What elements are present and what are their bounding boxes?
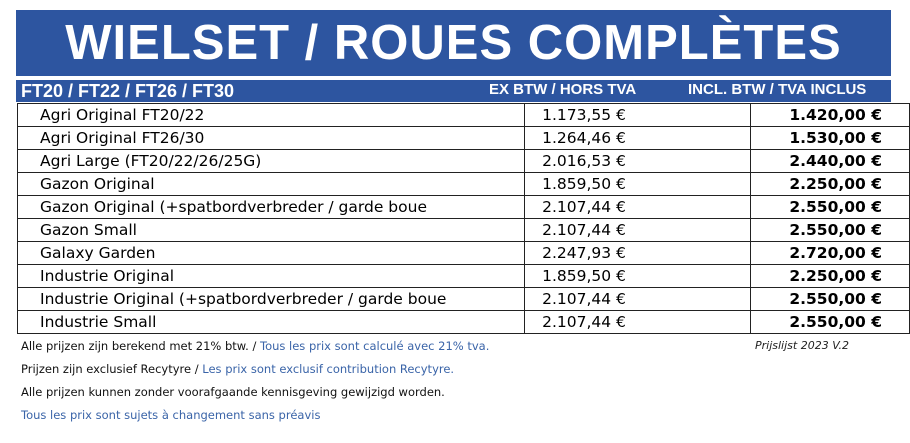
price-incl-vat-cell: 2.440,00 € — [751, 150, 910, 173]
table-row — [18, 242, 910, 265]
price-ex-vat-cell: 1.859,50 € — [525, 173, 751, 196]
price-ex-vat-cell: 2.247,93 € — [525, 242, 751, 265]
table-row — [18, 288, 910, 311]
price-ex-vat-cell: 2.107,44 € — [525, 288, 751, 311]
table-row — [18, 150, 910, 173]
table-header — [16, 80, 891, 102]
footer-vat-note-fr: Tous les prix sont calculé avec 21% tva. — [256, 339, 490, 353]
price-ex-vat-cell: 1.859,50 € — [525, 265, 751, 288]
price-incl-vat-cell: 2.550,00 € — [751, 311, 910, 334]
price-incl-vat-cell: 1.530,00 € — [751, 127, 910, 150]
incl-vat-header: INCL. BTW / TVA INCLUS — [688, 81, 867, 98]
footer-vat-note — [21, 339, 489, 353]
price-ex-vat-cell: 2.107,44 € — [525, 311, 751, 334]
price-incl-vat-cell: 2.720,00 € — [751, 242, 910, 265]
footer-change-note-nl: Alle prijzen kunnen zonder voorafgaande kennisgeving gewijzigd worden. — [21, 385, 445, 399]
product-name-cell: Industrie Original — [18, 265, 525, 288]
models-header: FT20 / FT22 / FT26 / FT30 — [21, 81, 235, 101]
product-name-cell: Agri Original FT20/22 — [18, 104, 525, 127]
ex-vat-header: EX BTW / HORS TVA — [489, 81, 637, 98]
price-incl-vat-cell: 2.550,00 € — [751, 288, 910, 311]
footer-recytyre-note-nl: Prijzen zijn exclusief Recytyre / — [21, 362, 199, 376]
price-incl-vat-cell: 2.550,00 € — [751, 219, 910, 242]
product-name-cell: Agri Large (FT20/22/26/25G) — [18, 150, 525, 173]
product-name-cell: Galaxy Garden — [18, 242, 525, 265]
table-row — [18, 173, 910, 196]
table-row — [18, 196, 910, 219]
price-incl-vat-cell: 2.250,00 € — [751, 173, 910, 196]
footer-recytyre-note-fr: Les prix sont exclusif contribution Recytyre. — [198, 362, 455, 376]
table-row — [18, 104, 910, 127]
product-name-cell: Industrie Original (+spatbordverbreder / garde boue — [18, 288, 525, 311]
product-name-cell: Agri Original FT26/30 — [18, 127, 525, 150]
footer-recytyre-note — [21, 362, 454, 376]
price-ex-vat-cell: 1.264,46 € — [525, 127, 751, 150]
footer-vat-note-nl: Alle prijzen zijn berekend met 21% btw. / — [21, 339, 257, 353]
price-ex-vat-cell: 2.016,53 € — [525, 150, 751, 173]
price-incl-vat-cell: 2.250,00 € — [751, 265, 910, 288]
product-name-cell: Gazon Original — [18, 173, 525, 196]
price-list-version: Prijslijst 2023 V.2 — [755, 339, 849, 352]
price-incl-vat-cell: 1.420,00 € — [751, 104, 910, 127]
footer-change-note-fr: Tous les prix sont sujets à changement sans préavis — [21, 408, 321, 422]
table-row — [18, 127, 910, 150]
price-ex-vat-cell: 2.107,44 € — [525, 196, 751, 219]
price-ex-vat-cell: 2.107,44 € — [525, 219, 751, 242]
price-table — [17, 103, 910, 334]
product-name-cell: Gazon Small — [18, 219, 525, 242]
price-incl-vat-cell: 2.550,00 € — [751, 196, 910, 219]
product-name-cell: Gazon Original (+spatbordverbreder / garde boue — [18, 196, 525, 219]
table-row — [18, 219, 910, 242]
product-name-cell: Industrie Small — [18, 311, 525, 334]
page-title: WIELSET / ROUES COMPLÈTES — [16, 10, 891, 76]
table-row — [18, 265, 910, 288]
price-ex-vat-cell: 1.173,55 € — [525, 104, 751, 127]
table-row — [18, 311, 910, 334]
